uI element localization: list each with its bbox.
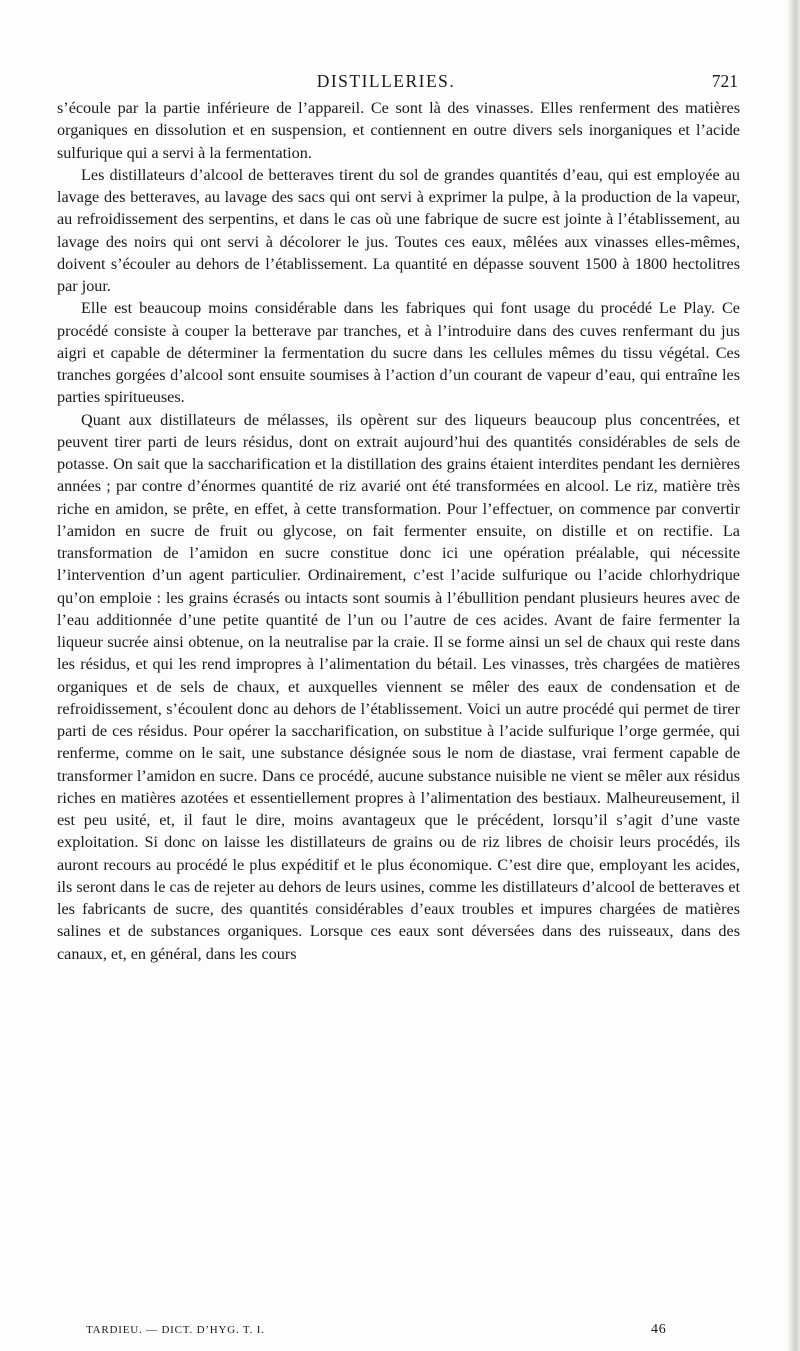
signature-mark: 46 (651, 1322, 667, 1337)
paragraph: s’écoule par la partie inférieure de l’appareil. Ce sont là des vinasses. Elles renferment des matières organiques en dissolution et en suspension, et contiennent en outre divers sels inorganiques et l’acide sulfurique qui a servi à la fermentation. (57, 99, 740, 162)
page-header (60, 71, 740, 95)
page-footer (86, 1324, 686, 1344)
paragraph: Quant aux distillateurs de mélasses, ils opèrent sur des liqueurs beaucoup plus concentrées, et peuvent tirer parti de leurs résidus, dont on extrait aujourd’hui des quantités considérables de sels de potasse. On sait que la saccharification et la distillation des grains étaient interdites pendant les dernières années ; par contre d’énormes quantité de riz avarié ont été transformées en alcool. Le riz, matière très riche en amidon, se prête, en effet, à cette transformation. Pour l’effectuer, on commence par convertir l’amidon en sucre de fruit ou glycose, on fait fermenter ensuite, on distille et on rectifie. La transformation de l’amidon en sucre constitue donc ici une opération préalable, qui nécessite l’intervention d’un agent particulier. Ordinairement, c’est l’acide sulfurique ou l’acide chlorhydrique qu’on emploie : les grains écrasés ou intacts sont soumis à l’ébullition pendant plusieurs heures avec de l’eau additionnée d’une petite quantité de l’un ou l’autre de ces acides. Avant de faire fermenter la liqueur sucrée ainsi obtenue, on la neutralise par la craie. Il se forme ainsi un sel de chaux qui reste dans les résidus, et qui les rend impropres à l’alimentation du bétail. Les vinasses, très chargées de matières organiques et de sels de chaux, et auxquelles viennent se mêler des eaux de condensation et de refroidissement, s’écoulent donc au dehors de l’établissement. Voici un autre procédé qui permet de tirer parti de ces résidus. Pour opérer la saccharification, on substitue à l’acide sulfurique l’orge germée, qui renferme, comme on le sait, une substance désignée sous le nom de diastase, vrai ferment capable de transformer l’amidon en sucre. Dans ce procédé, aucune substance nuisible ne vient se mêler aux résidus riches en matières azotées et essentiellement propres à l’alimentation des bestiaux. Malheureusement, il est peu usité, et, il faut le dire, moins avantageux que le précédent, lorsqu’il s’agit d’une vaste exploitation. Si donc on laisse les distillateurs de grains ou de riz libres de choisir leurs procédés, ils auront recours au procédé le plus expéditif et le plus économique. C’est dire que, employant les acides, ils seront dans le cas de rejeter au dehors de leurs usines, comme les distillateurs d’alcool de betteraves et les fabricants de sucre, des quantités considérables d’eaux troubles et impures chargées de matières salines et de substances organiques. Lorsque ces eaux sont déversées dans des ruisseaux, dans des canaux, et, en général, dans les cours (57, 410, 740, 963)
page-number: 721 (711, 71, 738, 91)
page-edge-shadow (786, 0, 800, 1351)
paragraph: Les distillateurs d’alcool de betteraves tirent du sol de grandes quantités d’eau, qui est employée au lavage des betteraves, au lavage des sacs qui ont servi à exprimer la pulpe, à la production de la vapeur, au refroidissement des serpentins, et dans le cas où une fabrique de sucre est jointe à l’établissement, au lavage des noirs qui ont servi à décolorer le jus. Toutes ces eaux, mêlées aux vinasses elles-mêmes, doivent s’écouler au dehors de l’établissement. La quantité en dépasse souvent 1500 à 1800 hectolitres par jour. (57, 165, 740, 295)
footer-citation: TARDIEU. — DICT. D’HYG. T. I. (86, 1324, 265, 1336)
running-title: DISTILLERIES. (316, 71, 456, 91)
paragraph: Elle est beaucoup moins considérable dans les fabriques qui font usage du procédé Le Play. Ce procédé consiste à couper la betterave par tranches, et à l’introduire dans des cuves renfermant du jus aigri et capable de déterminer la fermentation du sucre dans les cellules mêmes du tissu végétal. Ces tranches gorgées d’alcool sont ensuite soumises à l’action d’un courant de vapeur d’eau, qui entraîne les parties spiritueuses. (57, 299, 740, 407)
body-text (57, 97, 740, 965)
